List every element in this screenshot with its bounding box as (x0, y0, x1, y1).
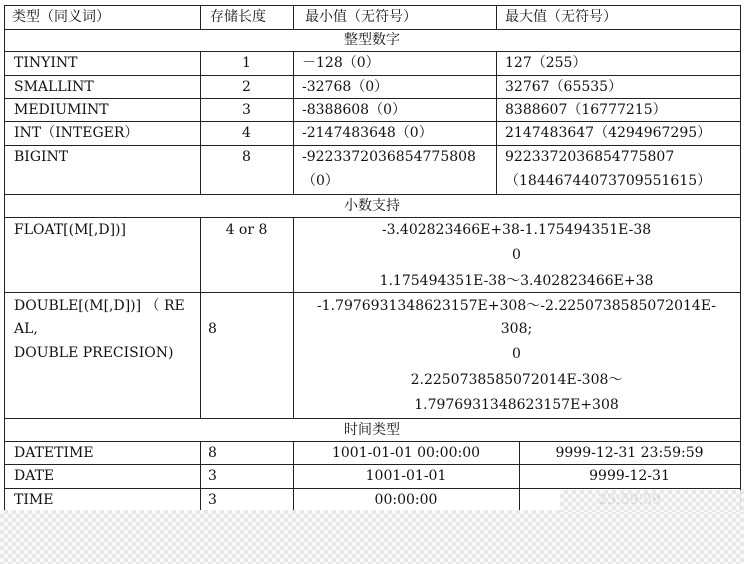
cell-range: 0 (512, 346, 521, 362)
cell-type: AL, (14, 321, 38, 337)
cell-storage: 8 (208, 321, 217, 337)
cell-max: （18446744073709551615） (505, 173, 712, 189)
cell-type: DOUBLE[(M[,D])] （ RE (14, 298, 185, 314)
cell-min: 1001-01-01 (365, 468, 447, 484)
cell-type: FLOAT[(M[,D])] (14, 222, 126, 238)
cell-storage: 4 (242, 125, 251, 141)
cell-min: －128（0） (302, 55, 380, 71)
cell-type: DATETIME (14, 445, 94, 461)
cell-storage: 8 (242, 149, 251, 165)
header-storage: 存储长度 (210, 9, 266, 25)
cell-min: -8388608（0） (302, 102, 406, 118)
cell-range: -3.402823466E+38-1.175494351E-38 (381, 222, 652, 238)
row-divider (4, 51, 740, 52)
section-title-time: 时间类型 (344, 422, 400, 438)
cell-storage: 1 (242, 55, 251, 71)
row-divider (4, 194, 740, 195)
col-divider (293, 51, 294, 194)
cropped-area-overlay (560, 490, 744, 512)
cell-storage: 3 (208, 492, 217, 508)
row-divider (4, 292, 740, 293)
cell-type: DOUBLE PRECISION) (14, 345, 174, 361)
cell-min: 00:00:00 (374, 492, 438, 508)
cell-range: 2.2250738585072014E-308～ (410, 372, 623, 388)
cell-max: 2147483647（4294967295） (505, 125, 712, 141)
cell-max: 32767（65535） (505, 79, 623, 95)
cell-storage: 8 (208, 445, 217, 461)
row-divider (4, 488, 740, 489)
cell-range: 1.175494351E-38～3.402823466E+38 (379, 273, 654, 289)
cell-type: DATE (14, 468, 55, 484)
cell-range: 1.7976931348623157E+308 (414, 397, 619, 413)
row-divider (4, 464, 740, 465)
cell-range: 308; (500, 321, 533, 337)
col-divider (200, 217, 201, 418)
section-title-integer: 整型数字 (344, 32, 400, 48)
cell-storage: 3 (208, 468, 217, 484)
cell-type: TINYINT (14, 55, 78, 71)
cell-max: 127（255） (505, 55, 587, 71)
cell-type: TIME (14, 492, 54, 508)
cell-range: 0 (512, 247, 521, 263)
cell-storage: 2 (242, 79, 251, 95)
table-border-top (4, 5, 740, 6)
cell-max: 9999-12-31 (589, 468, 670, 484)
col-divider (200, 51, 201, 194)
header-min: 最小值（无符号） (305, 9, 417, 25)
row-divider (4, 121, 740, 122)
cell-type: BIGINT (14, 149, 69, 165)
cell-min: （0） (302, 173, 339, 189)
row-divider (4, 217, 740, 218)
cropped-area (0, 510, 744, 564)
cell-max: 9223372036854775807 (505, 149, 675, 165)
cell-range: -1.7976931348623157E+308～-2.2250738585072014E- (316, 298, 717, 314)
row-divider (4, 75, 740, 76)
cell-min: -2147483648（0） (302, 125, 433, 141)
header-max: 最大值（无符号） (505, 9, 617, 25)
col-divider (496, 51, 497, 194)
col-divider (496, 5, 497, 29)
col-divider (200, 5, 201, 29)
section-title-decimal: 小数支持 (344, 198, 400, 214)
cell-storage: 4 or 8 (225, 222, 268, 238)
col-divider (200, 441, 201, 512)
row-divider (4, 418, 740, 419)
cell-type: INT（INTEGER） (14, 125, 139, 141)
header-type: 类型（同义词） (12, 9, 110, 25)
cell-max: 9999-12-31 23:59:59 (555, 445, 704, 461)
cell-min: -32768（0） (302, 79, 389, 95)
cell-min: 1001-01-01 00:00:00 (331, 445, 481, 461)
cell-type: MEDIUMINT (14, 102, 109, 118)
col-divider (293, 5, 294, 29)
row-divider (4, 98, 740, 99)
row-divider (4, 145, 740, 146)
cell-max: 8388607（16777215） (505, 102, 667, 118)
row-divider (4, 441, 740, 442)
table-border-right (740, 5, 741, 512)
cell-min: -9223372036854775808 (302, 149, 476, 165)
row-divider (4, 29, 740, 30)
cell-type: SMALLINT (14, 79, 94, 95)
cell-storage: 3 (242, 102, 251, 118)
